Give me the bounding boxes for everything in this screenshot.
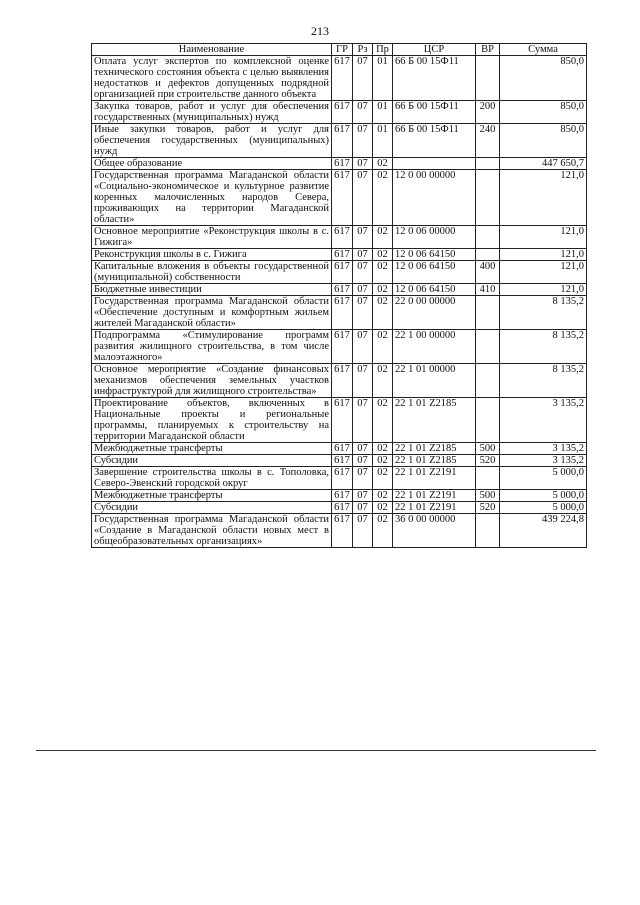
cell-rz: 07 — [353, 443, 373, 455]
cell-name: Государственная программа Магаданской области «Социально-экономическое и культурное развитие коренных малочисленных народов Севера, проживающих на территории Магаданской области» — [92, 170, 332, 226]
cell-gr: 617 — [332, 490, 353, 502]
cell-pr: 02 — [373, 296, 393, 330]
cell-sum: 850,0 — [500, 101, 587, 124]
cell-rz: 07 — [353, 284, 373, 296]
table-row — [92, 296, 587, 330]
cell-rz: 07 — [353, 330, 373, 364]
cell-vr — [476, 249, 500, 261]
cell-gr: 617 — [332, 249, 353, 261]
cell-pr: 02 — [373, 249, 393, 261]
cell-vr — [476, 514, 500, 548]
cell-sum: 850,0 — [500, 56, 587, 101]
table-row — [92, 443, 587, 455]
header-vr: ВР — [476, 44, 500, 56]
cell-gr: 617 — [332, 284, 353, 296]
cell-name: Основное мероприятие «Создание финансовых механизмов обеспечения земельных участков инфраструктурой для жилищного строительства» — [92, 364, 332, 398]
cell-csr — [393, 158, 476, 170]
cell-gr: 617 — [332, 514, 353, 548]
cell-sum: 8 135,2 — [500, 364, 587, 398]
header-csr: ЦСР — [393, 44, 476, 56]
cell-rz: 07 — [353, 226, 373, 249]
cell-sum: 439 224,8 — [500, 514, 587, 548]
cell-pr: 02 — [373, 455, 393, 467]
cell-rz: 07 — [353, 170, 373, 226]
cell-pr: 02 — [373, 514, 393, 548]
cell-name: Субсидии — [92, 502, 332, 514]
cell-gr: 617 — [332, 398, 353, 443]
table-row — [92, 330, 587, 364]
cell-csr: 22 1 01 Z2191 — [393, 467, 476, 490]
cell-name: Закупка товаров, работ и услуг для обеспечения государственных (муниципальных) нужд — [92, 101, 332, 124]
cell-gr: 617 — [332, 261, 353, 284]
cell-vr: 500 — [476, 443, 500, 455]
cell-pr: 02 — [373, 443, 393, 455]
cell-name: Основное мероприятие «Реконструкция школы в с. Гижига» — [92, 226, 332, 249]
cell-gr: 617 — [332, 467, 353, 490]
cell-pr: 02 — [373, 284, 393, 296]
cell-name: Бюджетные инвестиции — [92, 284, 332, 296]
cell-pr: 02 — [373, 170, 393, 226]
cell-csr: 12 0 06 64150 — [393, 249, 476, 261]
cell-pr: 02 — [373, 502, 393, 514]
cell-sum: 121,0 — [500, 261, 587, 284]
table-body — [92, 56, 587, 548]
table-row — [92, 455, 587, 467]
page-number: 213 — [311, 24, 329, 38]
cell-vr: 240 — [476, 124, 500, 158]
cell-vr: 520 — [476, 455, 500, 467]
table-row — [92, 101, 587, 124]
cell-pr: 02 — [373, 398, 393, 443]
table-row — [92, 261, 587, 284]
cell-sum: 850,0 — [500, 124, 587, 158]
cell-rz: 07 — [353, 296, 373, 330]
cell-vr — [476, 364, 500, 398]
cell-sum: 447 650,7 — [500, 158, 587, 170]
cell-pr: 02 — [373, 226, 393, 249]
cell-rz: 07 — [353, 514, 373, 548]
cell-vr: 200 — [476, 101, 500, 124]
cell-rz: 07 — [353, 455, 373, 467]
cell-pr: 01 — [373, 56, 393, 101]
cell-rz: 07 — [353, 158, 373, 170]
cell-sum: 5 000,0 — [500, 467, 587, 490]
cell-csr: 12 0 06 64150 — [393, 261, 476, 284]
table-row — [92, 249, 587, 261]
cell-vr — [476, 226, 500, 249]
header-sum: Сумма — [500, 44, 587, 56]
cell-name: Общее образование — [92, 158, 332, 170]
table-row — [92, 170, 587, 226]
table-row — [92, 490, 587, 502]
cell-rz: 07 — [353, 490, 373, 502]
cell-sum: 3 135,2 — [500, 443, 587, 455]
table-row — [92, 124, 587, 158]
cell-name: Капитальные вложения в объекты государственной (муниципальной) собственности — [92, 261, 332, 284]
cell-pr: 01 — [373, 101, 393, 124]
cell-sum: 121,0 — [500, 226, 587, 249]
cell-vr — [476, 296, 500, 330]
cell-csr: 22 1 01 Z2185 — [393, 455, 476, 467]
cell-pr: 02 — [373, 467, 393, 490]
cell-gr: 617 — [332, 296, 353, 330]
cell-csr: 22 1 01 Z2191 — [393, 502, 476, 514]
cell-rz: 07 — [353, 502, 373, 514]
table-row — [92, 467, 587, 490]
cell-csr: 22 1 00 00000 — [393, 330, 476, 364]
cell-vr — [476, 158, 500, 170]
cell-name: Оплата услуг экспертов по комплексной оценке технического состояния объекта с целью выявления недостатков и дефектов допущенных подрядной организацией при строительстве данного объекта — [92, 56, 332, 101]
header-rz: Рз — [353, 44, 373, 56]
cell-gr: 617 — [332, 443, 353, 455]
cell-name: Завершение строительства школы в с. Тополовка, Северо-Эвенский городской округ — [92, 467, 332, 490]
cell-gr: 617 — [332, 124, 353, 158]
cell-gr: 617 — [332, 158, 353, 170]
cell-pr: 02 — [373, 330, 393, 364]
cell-sum: 121,0 — [500, 170, 587, 226]
cell-name: Межбюджетные трансферты — [92, 443, 332, 455]
cell-gr: 617 — [332, 455, 353, 467]
cell-vr — [476, 170, 500, 226]
header-pr: Пр — [373, 44, 393, 56]
header-gr: ГР — [332, 44, 353, 56]
cell-name: Субсидии — [92, 455, 332, 467]
cell-rz: 07 — [353, 56, 373, 101]
budget-table — [91, 43, 587, 548]
cell-csr: 12 0 00 00000 — [393, 170, 476, 226]
cell-rz: 07 — [353, 467, 373, 490]
table-row — [92, 284, 587, 296]
table-row — [92, 364, 587, 398]
cell-csr: 22 0 00 00000 — [393, 296, 476, 330]
table-row — [92, 226, 587, 249]
cell-rz: 07 — [353, 101, 373, 124]
cell-gr: 617 — [332, 56, 353, 101]
cell-pr: 01 — [373, 124, 393, 158]
cell-name: Реконструкция школы в с. Гижига — [92, 249, 332, 261]
header-name: Наименование — [92, 44, 332, 56]
cell-gr: 617 — [332, 330, 353, 364]
table-row — [92, 158, 587, 170]
cell-csr: 22 1 01 00000 — [393, 364, 476, 398]
cell-vr — [476, 56, 500, 101]
cell-name: Государственная программа Магаданской области «Создание в Магаданской области новых мест в общеобразовательных организациях» — [92, 514, 332, 548]
table-row — [92, 514, 587, 548]
table-row — [92, 56, 587, 101]
cell-gr: 617 — [332, 226, 353, 249]
cell-pr: 02 — [373, 261, 393, 284]
cell-vr: 500 — [476, 490, 500, 502]
footer-divider — [36, 750, 596, 751]
cell-vr: 400 — [476, 261, 500, 284]
cell-name: Иные закупки товаров, работ и услуг для обеспечения государственных (муниципальных) нужд — [92, 124, 332, 158]
cell-gr: 617 — [332, 502, 353, 514]
cell-vr — [476, 398, 500, 443]
cell-csr: 36 0 00 00000 — [393, 514, 476, 548]
cell-csr: 66 Б 00 15Ф11 — [393, 124, 476, 158]
cell-csr: 12 0 06 64150 — [393, 284, 476, 296]
cell-csr: 12 0 06 00000 — [393, 226, 476, 249]
cell-rz: 07 — [353, 364, 373, 398]
table-row — [92, 502, 587, 514]
cell-name: Подпрограмма «Стимулирование программ развития жилищного строительства, в том числе малоэтажного» — [92, 330, 332, 364]
cell-sum: 8 135,2 — [500, 330, 587, 364]
cell-name: Межбюджетные трансферты — [92, 490, 332, 502]
cell-csr: 22 1 01 Z2191 — [393, 490, 476, 502]
cell-csr: 66 Б 00 15Ф11 — [393, 56, 476, 101]
cell-sum: 5 000,0 — [500, 490, 587, 502]
cell-sum: 3 135,2 — [500, 398, 587, 443]
cell-gr: 617 — [332, 170, 353, 226]
cell-csr: 22 1 01 Z2185 — [393, 398, 476, 443]
cell-vr — [476, 330, 500, 364]
table-row — [92, 398, 587, 443]
cell-pr: 02 — [373, 364, 393, 398]
cell-gr: 617 — [332, 101, 353, 124]
cell-rz: 07 — [353, 261, 373, 284]
cell-vr — [476, 467, 500, 490]
cell-rz: 07 — [353, 398, 373, 443]
cell-rz: 07 — [353, 249, 373, 261]
cell-sum: 5 000,0 — [500, 502, 587, 514]
cell-sum: 121,0 — [500, 249, 587, 261]
cell-gr: 617 — [332, 364, 353, 398]
cell-vr: 410 — [476, 284, 500, 296]
cell-sum: 8 135,2 — [500, 296, 587, 330]
cell-rz: 07 — [353, 124, 373, 158]
cell-pr: 02 — [373, 158, 393, 170]
cell-name: Государственная программа Магаданской области «Обеспечение доступным и комфортным жильем жителей Магаданской области» — [92, 296, 332, 330]
cell-sum: 3 135,2 — [500, 455, 587, 467]
cell-csr: 66 Б 00 15Ф11 — [393, 101, 476, 124]
cell-vr: 520 — [476, 502, 500, 514]
cell-sum: 121,0 — [500, 284, 587, 296]
header-row — [92, 44, 587, 56]
cell-csr: 22 1 01 Z2185 — [393, 443, 476, 455]
cell-name: Проектирование объектов, включенных в Национальные проекты и региональные программы, планируемых к строительству на территории Магаданской области — [92, 398, 332, 443]
cell-pr: 02 — [373, 490, 393, 502]
